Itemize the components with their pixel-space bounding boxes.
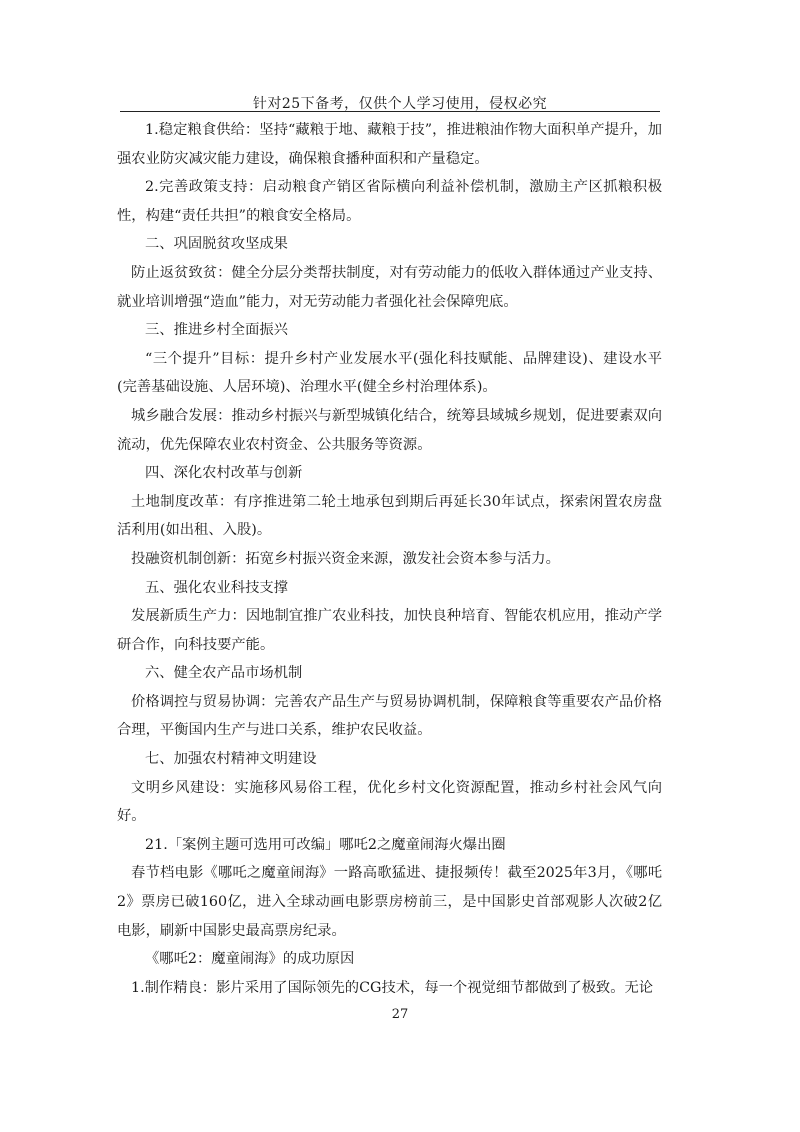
- header-divider: [120, 111, 660, 112]
- paragraph-fine-production: 1.制作精良：影片采用了国际领先的CG技术，每一个视觉细节都做到了极致。无论: [131, 979, 654, 996]
- paragraph-stable-grain-supply: 1.稳定粮食供给：坚持“藏粮于地、藏粮于技”，推进粮油作物大面积单产提升，加强农业防灾减灾能力建设，确保粮食播种面积和产量稳定。: [117, 122, 662, 167]
- section-heading-agri-tech: 五、强化农业科技支撑: [145, 579, 288, 596]
- section-heading-spiritual-civilization: 七、加强农村精神文明建设: [145, 751, 317, 768]
- page-number: 27: [391, 1007, 409, 1022]
- subheading-success-reasons: 《哪吒2：魔童闹海》的成功原因: [145, 951, 355, 968]
- paragraph-price-regulation: 价格调控与贸易协调：完善农产品生产与贸易协调机制，保障粮食等重要农产品价格合理，平衡国内生产与进口关系，维护农民收益。: [117, 693, 662, 739]
- paragraph-nezha-box-office: 春节档电影《哪吒之魔童闹海》一路高歌猛进、捷报频传！截至2025年3月，《哪吒2》票房已破160亿，进入全球动画电影票房榜前三，是中国影史首部观影人次破2亿电影，刷新中国影史最高票房纪录。: [117, 865, 662, 939]
- paragraph-land-reform: 土地制度改革：有序推进第二轮土地承包到期后再延长30年试点，探索闲置农房盘活利用(如出租、入股)。: [117, 493, 662, 539]
- paragraph-civilized-customs: 文明乡风建设：实施移风易俗工程，优化乡村文化资源配置，推动乡村社会风气向好。: [117, 779, 662, 825]
- page-header: 针对25下备考，仅供个人学习使用，侵权必究: [252, 96, 548, 112]
- paragraph-financing-innovation: 投融资机制创新：拓宽乡村振兴资金来源，激发社会资本参与活力。: [131, 550, 560, 567]
- document-body: [117, 116, 662, 1002]
- section-heading-poverty: 二、巩固脱贫攻坚成果: [145, 236, 288, 253]
- section-heading-market-mechanism: 六、健全农产品市场机制: [145, 665, 303, 682]
- paragraph-urban-rural-integration: 城乡融合发展：推动乡村振兴与新型城镇化结合，统筹县域城乡规划，促进要素双向流动，优先保障农业农村资金、公共服务等资源。: [117, 407, 662, 453]
- paragraph-prevent-poverty-return: 防止返贫致贫：健全分层分类帮扶制度，对有劳动能力的低收入群体通过产业支持、就业培训增强“造血”能力，对无劳动能力者强化社会保障兜底。: [117, 264, 662, 310]
- section-heading-rural-reform: 四、深化农村改革与创新: [145, 465, 303, 482]
- paragraph-policy-support: 2.完善政策支持：启动粮食产销区省际横向利益补偿机制，激励主产区抓粮积极性，构建“责任共担”的粮食安全格局。: [117, 179, 662, 224]
- section-heading-rural-revitalization: 三、推进乡村全面振兴: [145, 322, 288, 339]
- paragraph-new-productivity: 发展新质生产力：因地制宜推广农业科技，加快良种培育、智能农机应用，推动产学研合作，向科技要产能。: [117, 608, 662, 653]
- paragraph-three-improvements: “三个提升”目标：提升乡村产业发展水平(强化科技赋能、品牌建设)、建设水平(完善基础设施、人居环境)、治理水平(健全乡村治理体系)。: [117, 350, 662, 396]
- case-heading-nezha: 21.「案例主题可选用可改编」哪吒2之魔童闹海火爆出圈: [145, 836, 506, 853]
